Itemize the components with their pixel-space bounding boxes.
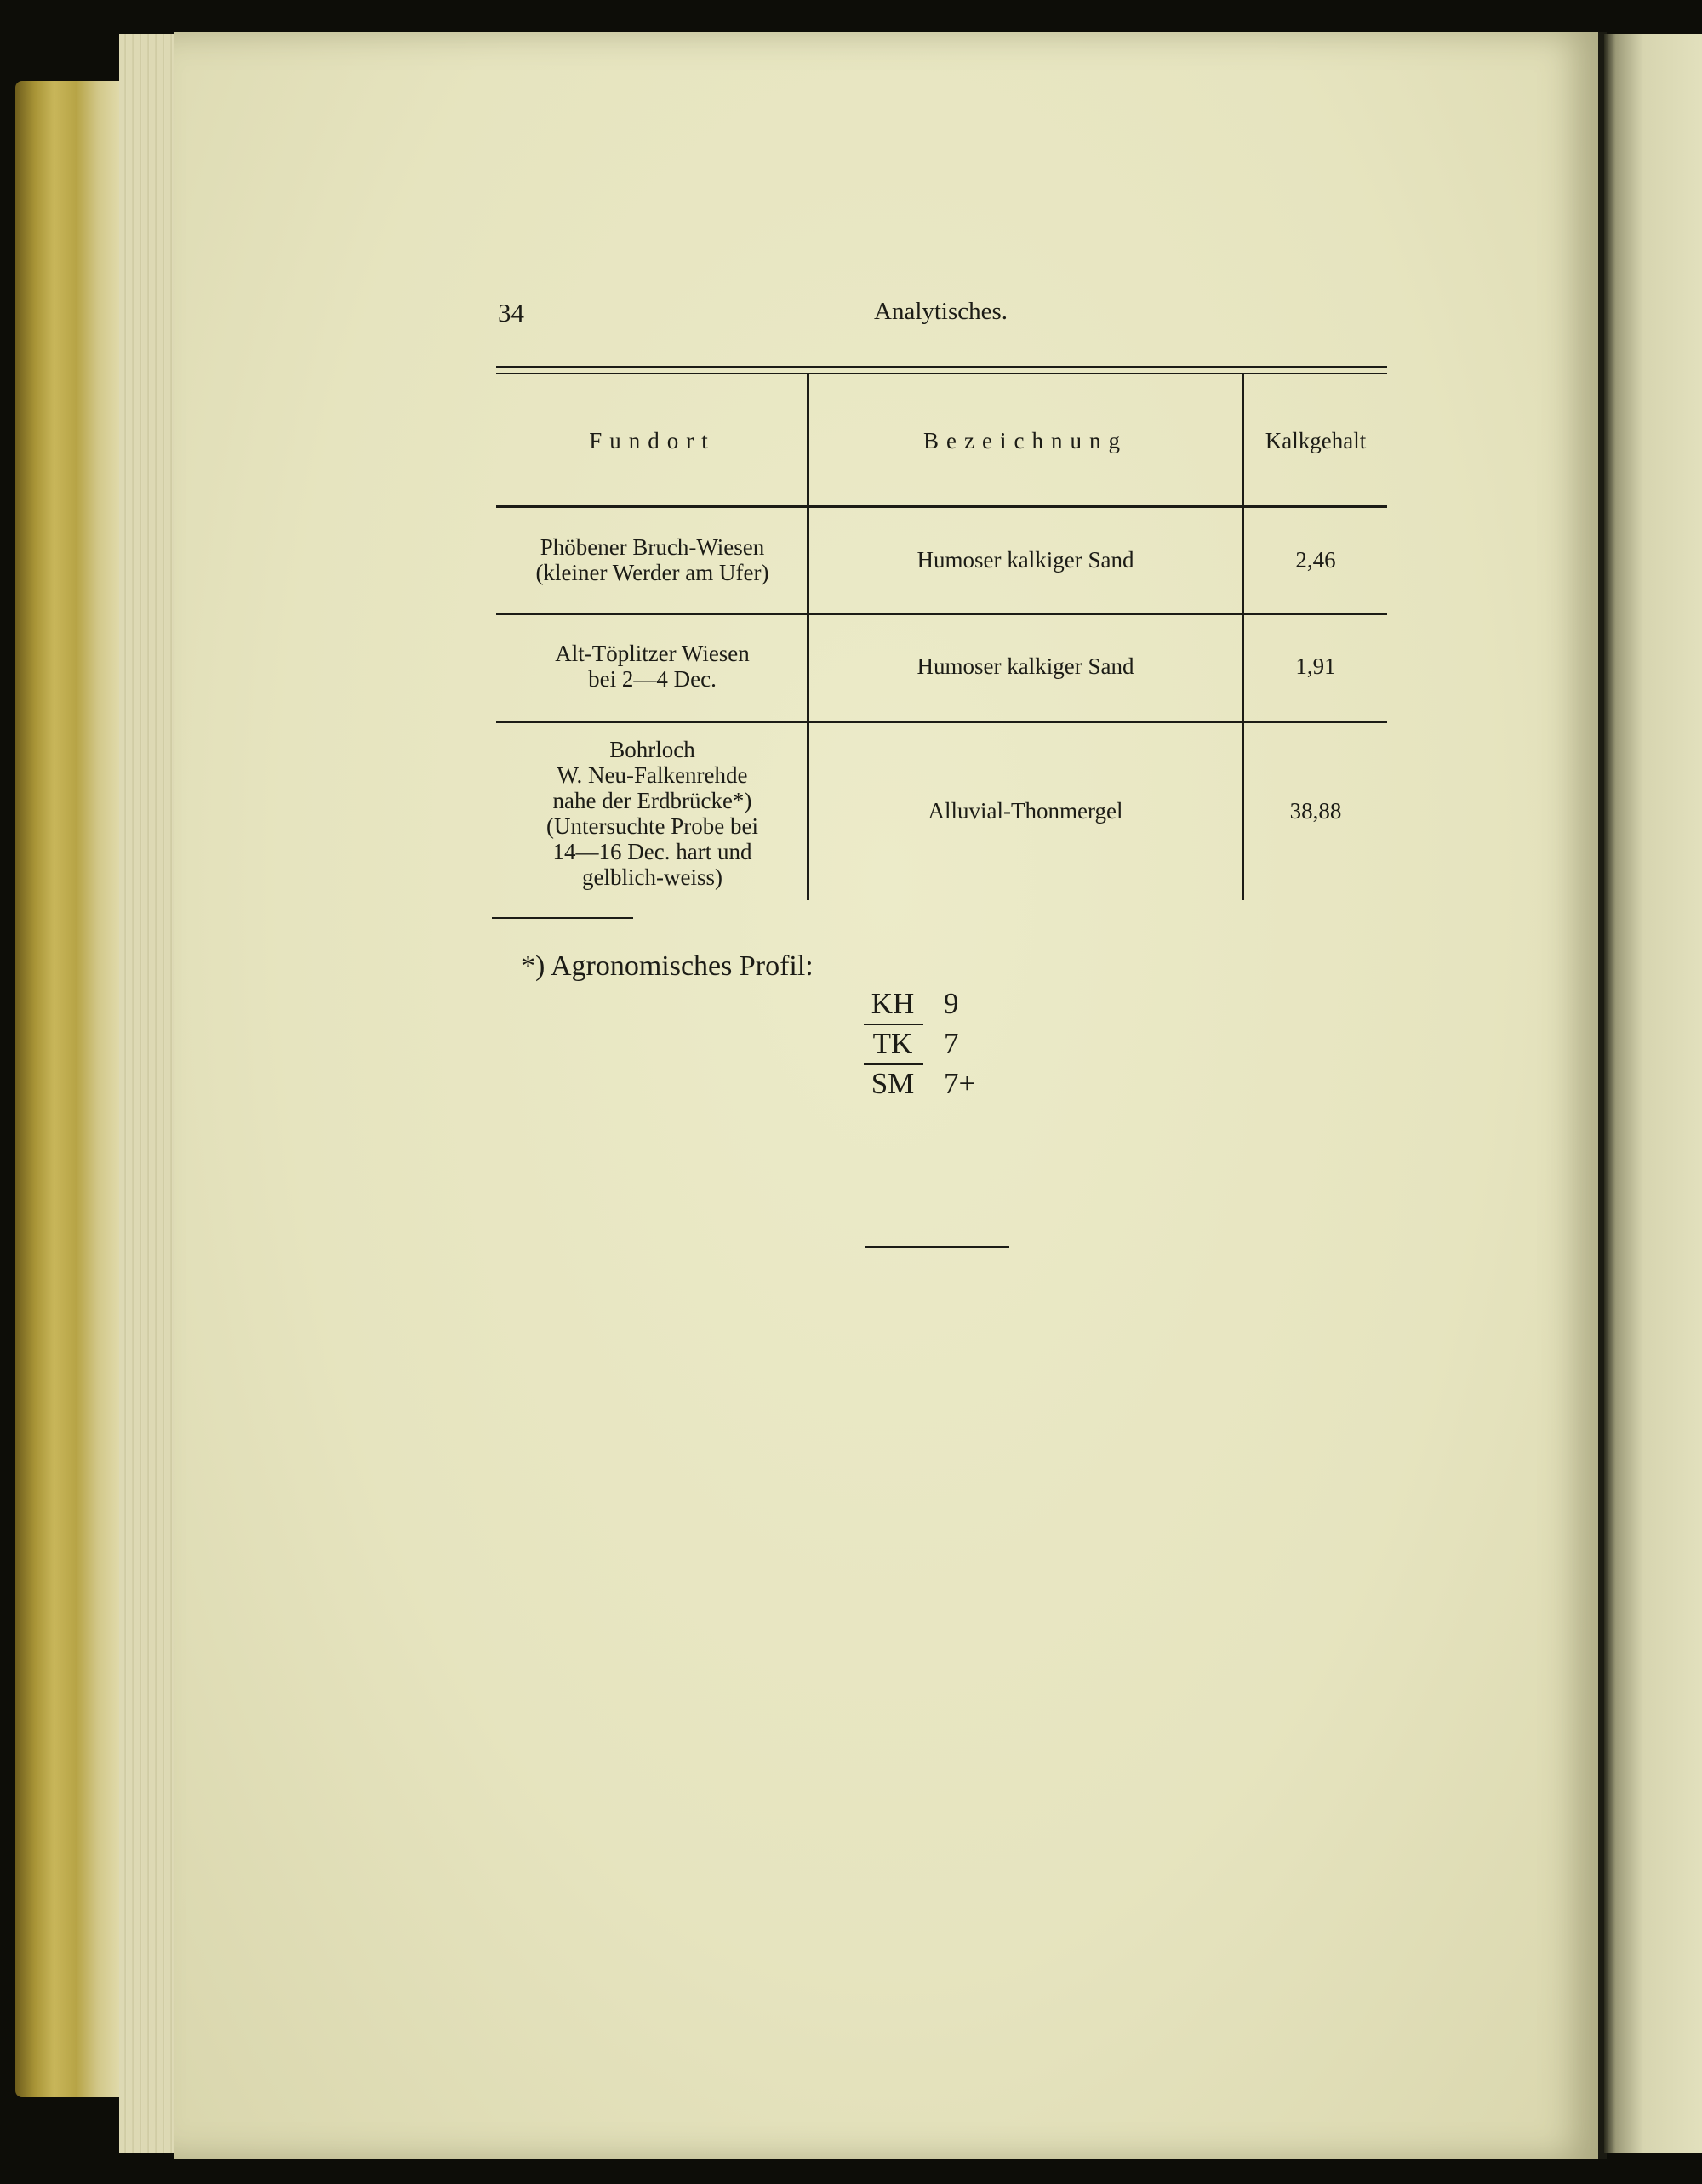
running-title: Analytisches. xyxy=(874,298,1008,325)
fundort-line: Bohrloch xyxy=(609,737,695,762)
bezeichnung-cell: Humoser kalkiger Sand xyxy=(917,653,1134,679)
fundort-line: bei 2—4 Dec. xyxy=(588,666,717,692)
profile-label: SM xyxy=(871,1067,915,1100)
bezeichnung-cell: Alluvial-Thonmergel xyxy=(928,798,1123,824)
kalkgehalt-cell: 2,46 xyxy=(1295,547,1336,573)
header-fundort: Fundort xyxy=(589,428,716,453)
table-row xyxy=(498,641,807,692)
row-divider xyxy=(496,721,1387,723)
footnote-title: *) Agronomisches Profil: xyxy=(521,950,814,982)
row-divider xyxy=(496,613,1387,615)
profile-fraction-bar xyxy=(864,1024,923,1025)
table-top-rule-inner xyxy=(496,373,1387,374)
profile-label: KH xyxy=(871,987,915,1020)
header-bezeichnung: Bezeichnung xyxy=(923,428,1128,453)
fundort-line: 14—16 Dec. hart und xyxy=(552,839,752,864)
kalkgehalt-cell: 38,88 xyxy=(1289,798,1342,824)
fundort-line: Phöbener Bruch-Wiesen xyxy=(540,534,765,560)
bezeichnung-cell: Humoser kalkiger Sand xyxy=(917,547,1134,573)
closing-rule xyxy=(865,1246,1009,1248)
profile-label: TK xyxy=(872,1027,913,1060)
fundort-line: W. Neu-Falkenrehde xyxy=(557,762,748,788)
facing-page-edge xyxy=(1604,34,1702,2153)
table-row xyxy=(498,737,807,890)
profile-value: 7+ xyxy=(944,1067,976,1100)
header-kalkgehalt: Kalkgehalt xyxy=(1265,428,1367,453)
fundort-line: nahe der Erdbrücke*) xyxy=(552,788,752,813)
fundort-line: (Untersuchte Probe bei xyxy=(546,813,758,839)
fundort-line: Alt-Töplitzer Wiesen xyxy=(555,641,750,666)
table-top-rule xyxy=(496,366,1387,368)
footnote-rule xyxy=(492,917,633,919)
page-number: 34 xyxy=(498,298,524,328)
book-edge xyxy=(15,81,126,2097)
fundort-line: (kleiner Werder am Ufer) xyxy=(535,560,769,585)
profile-fraction-bar xyxy=(864,1063,923,1065)
table-row xyxy=(498,534,807,585)
fundort-line: gelblich-weiss) xyxy=(582,864,722,890)
profile-value: 9 xyxy=(944,987,959,1020)
profile-value: 7 xyxy=(944,1027,959,1060)
header-bottom-rule xyxy=(496,505,1387,508)
kalkgehalt-cell: 1,91 xyxy=(1295,653,1336,679)
